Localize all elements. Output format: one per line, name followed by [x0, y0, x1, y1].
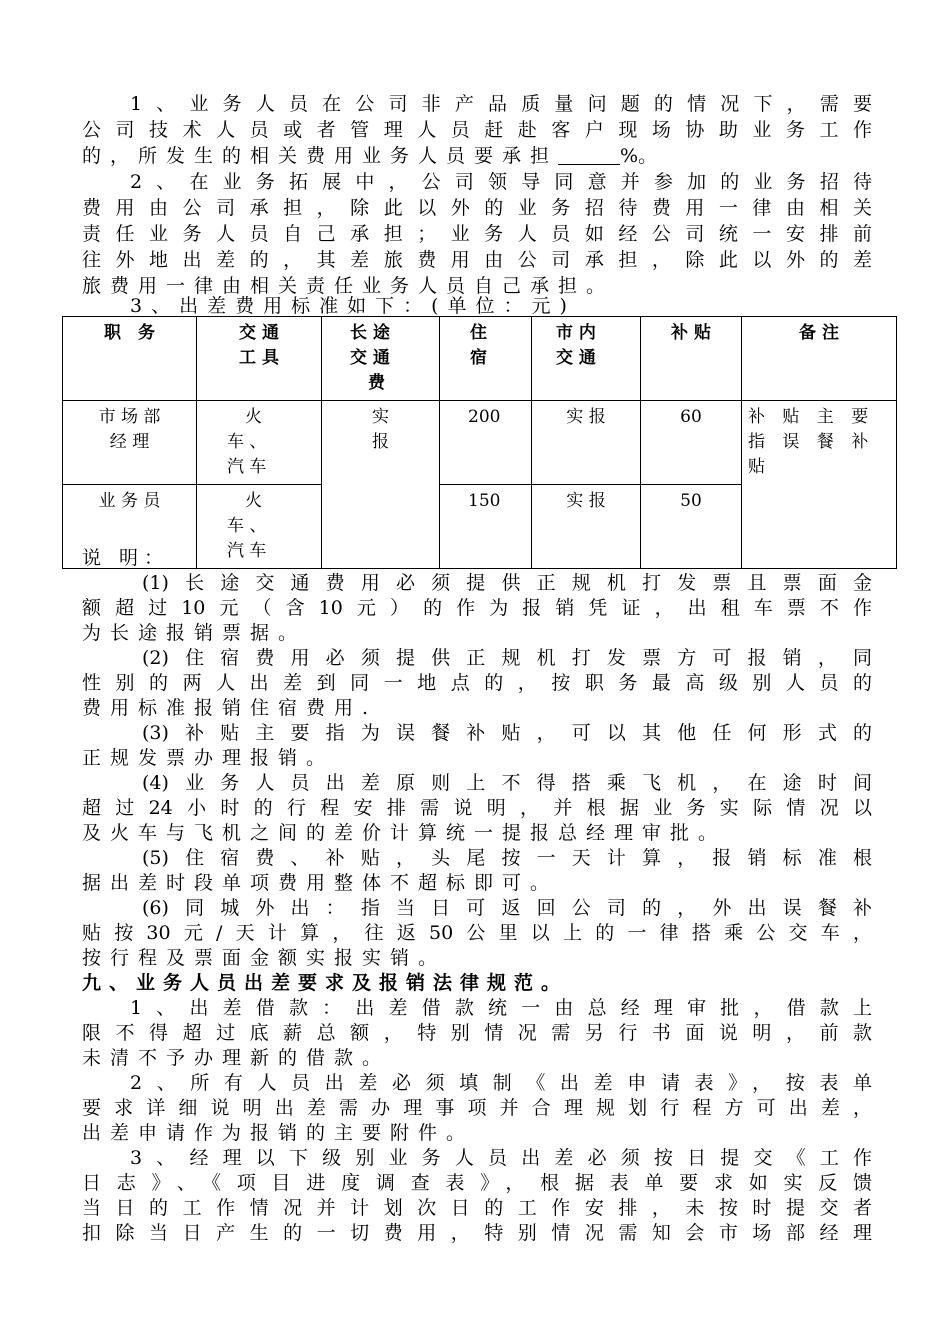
note-line: 及火车与飞机之间的差价计算统一提报总经理审批。: [82, 822, 727, 844]
note-line: (1)长途交通费用必须提供正规机打发票且票面金: [142, 572, 872, 594]
note-line: 据出差时段单项费用整体不超标即可。: [82, 872, 559, 894]
para2-line1: 2、在业务拓展中，公司领导同意并参加的业务招待: [130, 171, 872, 193]
header-local-transport: 市 内 交 通: [532, 317, 641, 401]
cell-local: 实 报: [532, 485, 641, 569]
header-allowance: 补 贴: [641, 317, 742, 401]
cell-position: 业 务 员: [63, 485, 197, 569]
note-line: 为长途报销票据。: [82, 622, 307, 644]
para1-line3-text: 的，所发生的相关费用业务人员要承担: [82, 145, 559, 167]
header-remark: 备 注: [742, 317, 897, 401]
section9-heading: 九、业务人员出差要求及报销法律规范。: [82, 972, 569, 994]
section9-line: 出差申请作为报销的主要附件。: [82, 1122, 475, 1144]
cell-long-distance: 实 报: [322, 401, 440, 569]
cell-tool: 火 车 、 汽 车: [197, 485, 322, 569]
section9-line: 1、出差借款：出差借款统一由总经理审批，借款上: [130, 997, 872, 1019]
note-line: 贴按30元/天计算，往返50公里以上的一律搭乘公交车，: [82, 922, 872, 944]
para2-line2: 费用由公司承担，除此以外的业务招待费用一律由相关: [82, 197, 872, 219]
section9-line: 限不得超过底薪总额，特别情况需另行书面说明，前款: [82, 1022, 872, 1044]
note-line: 超过24小时的行程安排需说明，并根据业务实际情况以: [82, 797, 872, 819]
header-lodging: 住 宿: [440, 317, 532, 401]
cell-tool: 火 车 、 汽 车: [197, 401, 322, 485]
para1-line2: 公司技术人员或者管理人员赶赴客户现场协助业务工作: [82, 119, 872, 141]
cell-lodging: 150: [440, 485, 532, 569]
note-line: 按行程及票面金额实报实销。: [82, 947, 447, 969]
cell-lodging: 200: [440, 401, 532, 485]
cell-remark: 补 贴 主 要 指 误 餐 补 贴: [742, 401, 897, 569]
para1-line3: [82, 144, 872, 169]
cell-local: 实 报: [532, 401, 641, 485]
note-line: (5)住宿费、补贴，头尾按一天计算，报销标准根: [142, 847, 872, 869]
table-row: [63, 401, 897, 485]
section9-line: 要求详细说明出差需办理事项并合理规划行程方可出差，: [82, 1097, 872, 1119]
cell-allowance: 60: [641, 401, 742, 485]
section9-line: 3、经理以下级别业务人员出差必须按日提交《工作: [130, 1147, 872, 1169]
note-line: 额超过10元（含10元）的作为报销凭证，出租车票不作: [82, 597, 872, 619]
section9-line: 2、所有人员出差必须填制《出差申请表》，按表单: [130, 1072, 872, 1094]
note-line: (6)同城外出：指当日可返回公司的，外出误餐补: [142, 897, 872, 919]
expense-standard-table: [62, 316, 897, 569]
header-position: 职 务: [63, 317, 197, 401]
note-line: 正规发票办理报销。: [82, 747, 335, 769]
note-line: 费用标准报销住宿费用.: [82, 697, 378, 719]
notes-title: 说 明：: [82, 547, 170, 569]
section9-line: 未清不予办理新的借款。: [82, 1047, 391, 1069]
note-line: (4)业务人员出差原则上不得搭乘飞机，在途时间: [142, 772, 872, 794]
cell-position: 市 场 部 经 理: [63, 401, 197, 485]
note-line: (2)住宿费用必须提供正规机打发票方可报销，同: [142, 647, 872, 669]
section9-line: 日志》、《项目进度调查表》，根据表单要求如实反馈: [82, 1172, 872, 1194]
section9-line: 当日的工作情况并计划次日的工作安排，未按时提交者: [82, 1197, 872, 1219]
note-line: (3)补贴主要指为误餐补贴，可以其他任何形式的: [142, 722, 872, 744]
para1-suffix: %。: [620, 145, 658, 167]
cell-allowance: 50: [641, 485, 742, 569]
para2-line5: 旅费用一律由相关责任业务人员自己承担。: [82, 275, 615, 297]
para2-line4: 往外地出差的，其差旅费用由公司承担，除此以外的差: [82, 249, 872, 271]
fill-blank: [558, 146, 620, 165]
para2-line3: 责任业务人员自己承担；业务人员如经公司统一安排前: [82, 223, 872, 245]
para1-line1: 1、业务人员在公司非产品质量问题的情况下，需要: [130, 93, 872, 115]
para3-line: 3、出差费用标准如下：(单位：元): [130, 295, 576, 317]
header-transport-tool: 交 通 工 具: [197, 317, 322, 401]
table-header-row: [63, 317, 897, 401]
section9-line: 扣除当日产生的一切费用，特别情况需知会市场部经理: [82, 1222, 872, 1244]
header-long-distance: 长 途 交 通 费: [322, 317, 440, 401]
note-line: 性别的两人出差到同一地点的，按职务最高级别人员的: [82, 672, 872, 694]
